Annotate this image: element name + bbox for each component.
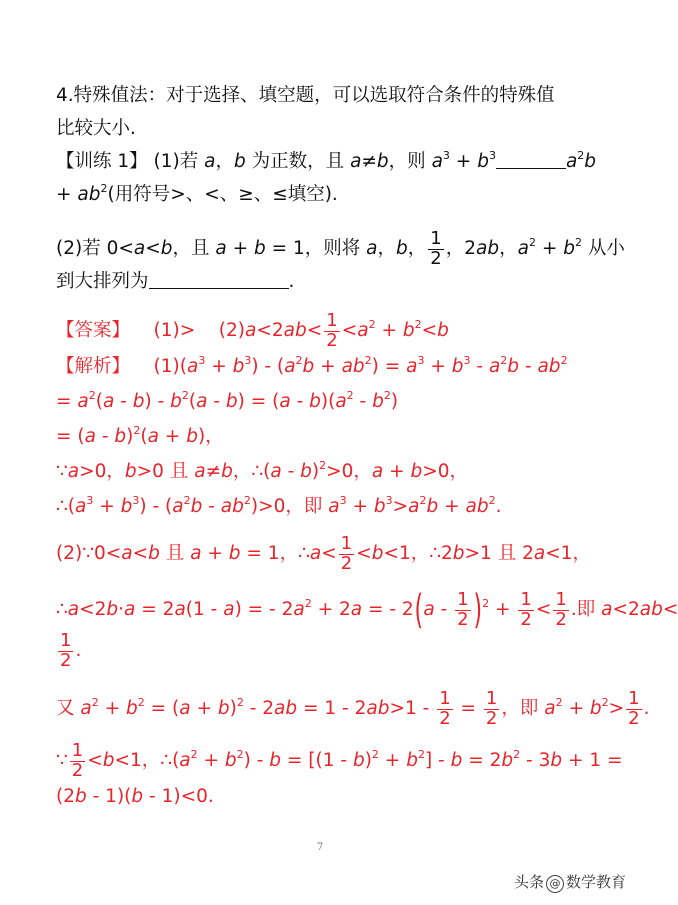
analysis-line1: 【解析】 $(1)(a^3 + b^3) - (a^2b + ab^2) = a^3 + b^3 - a^2b - ab^2$ bbox=[56, 354, 568, 377]
q1-text-a: (1)若 bbox=[153, 151, 199, 172]
q2-text-d: 从小 bbox=[587, 238, 625, 259]
answer-blank-1[interactable] bbox=[496, 168, 566, 169]
watermark: 头条 @ 数学教育 bbox=[513, 873, 626, 891]
analysis-line11: (2b - 1)(b - 1)<0. bbox=[56, 786, 214, 807]
q2-text-b: ，且 bbox=[172, 238, 210, 259]
analysis-line3: = (a - b)$^2$(a + b)， bbox=[56, 424, 224, 447]
q1-text-c: ，则 bbox=[388, 151, 426, 172]
exercise-q2-line2: 到大排列为 . bbox=[56, 271, 295, 292]
analysis-line8: $\frac{1}{2}$ . bbox=[60, 630, 82, 671]
q2-text-a: (2)若 0< bbox=[56, 238, 134, 259]
analysis-line7: ∴a<2b·a = 2a(1 - a) = - $2a^2 + 2a$ = - 2(a - $\frac{1}{2}$ )$^2$ + $\frac{1}{2}$ < $\frac{1}{2}$ .即 a<2ab< bbox=[56, 587, 678, 633]
q2-text-c: = 1，则将 bbox=[271, 238, 361, 259]
exercise-q1-line2: + $ab^2$(用符号>、<、≥、≤填空). bbox=[56, 182, 338, 205]
answer-1: (1)> bbox=[153, 320, 196, 341]
analysis-line5: $\therefore(a^3 + b^3) - (a^2b - ab^2)>0$，即 $a^3 + b^3>a^2b + ab^2$. bbox=[56, 494, 502, 517]
answer-blank-2[interactable] bbox=[149, 288, 289, 289]
exercise-q1-line1: 【训练 1】 (1)若 a，b 为正数，且 a≠b，则 $a^3 + b^3$ $a^2b$ bbox=[56, 149, 597, 172]
answer-line: 【答案】 (1)> (2)a<2ab< $\frac{1}{2}$ $<a^2 + b^2<b$ bbox=[56, 310, 449, 351]
page-number: 7 bbox=[316, 842, 324, 853]
analysis-line6: (2)∵0<a<b 且 a + b = 1，∴a< $\frac{1}{2}$ <b<1，∴2b>1 且 2a<1， bbox=[56, 533, 591, 574]
q2-line2: 到大排列为 bbox=[56, 271, 149, 292]
method-heading-line2: 比较大小. bbox=[56, 118, 136, 139]
method-heading-line1: 4.特殊值法：对于选择、填空题，可以选取符合条件的特殊值 bbox=[56, 85, 555, 106]
analysis-label: 【解析】 bbox=[56, 356, 131, 377]
answer-2: (2) bbox=[218, 320, 246, 341]
analysis-line4: ∵a>0，b>0 且 a≠b，∴(a - b)$^2$>0，a + b>0， bbox=[56, 459, 469, 482]
exercise-q2-line1: (2)若 0<a<b，且 a + b = 1，则将 a，b， $\frac{1}{2}$ ，2ab，$a^2 + b^2$ 从小 bbox=[56, 228, 625, 269]
q1-text-b: 为正数，且 bbox=[251, 151, 345, 172]
analysis-line2: = $a^2(a - b) - b^2(a - b) = (a - b)(a^2 - b^2)$ bbox=[56, 389, 399, 412]
analysis-line10: ∵ $\frac{1}{2}$ <b<1，$\therefore(a^2 + b^2) - b = [(1 - b)^2 + b^2] - b = 2b^2 - 3b + 1$ = bbox=[56, 740, 623, 781]
exercise-label: 【训练 1】 bbox=[56, 151, 148, 172]
answer-label: 【答案】 bbox=[56, 320, 131, 341]
at-icon: @ bbox=[546, 875, 564, 893]
q1-hint: (用符号>、<、≥、≤填空). bbox=[107, 184, 338, 205]
analysis-line9: 又 $a^2 + b^2 = (a + b)^2 - 2ab = 1 - 2ab>1$ - $\frac{1}{2}$ = $\frac{1}{2}$ ，即 $a^2 + b^2>$ $\frac{1}{2}$ . bbox=[56, 688, 650, 729]
fraction-half: $\frac{1}{2}$ bbox=[430, 228, 442, 269]
